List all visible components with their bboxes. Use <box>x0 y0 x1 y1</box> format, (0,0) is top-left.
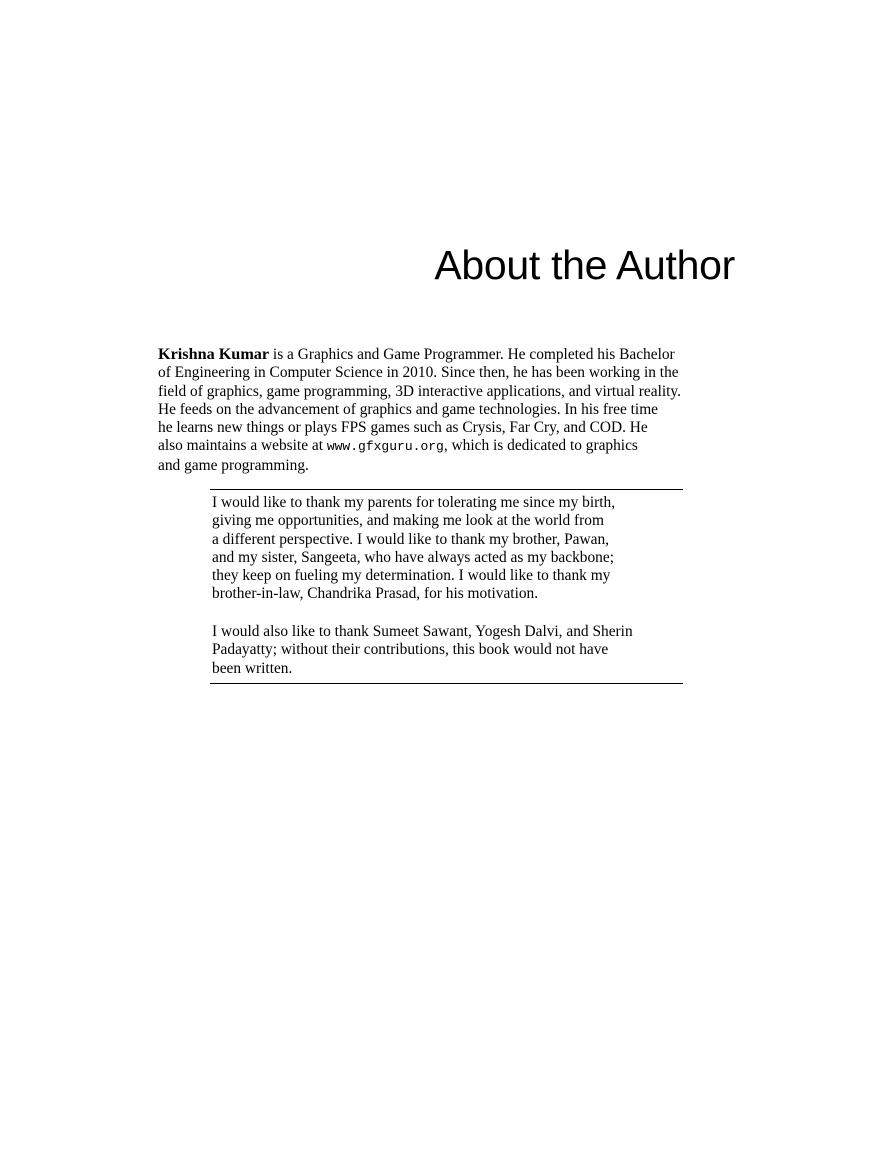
bio-line: He feeds on the advancement of graphics and game technologies. In his free time <box>158 400 659 418</box>
acknowledgements-box <box>210 489 683 684</box>
ack-line: a different perspective. I would like to thank my brother, Pawan, <box>212 530 609 548</box>
bio-text: , which is dedicated to graphics <box>443 437 638 455</box>
ack-line: and my sister, Sangeeta, who have always acted as my backbone; <box>212 548 614 566</box>
page-title: About the Author <box>434 242 735 288</box>
bio-text: is a Graphics and Game Programmer. He completed his Bachelor <box>269 346 675 363</box>
bio-line: field of graphics, game programming, 3D interactive applications, and virtual reality. <box>158 382 681 400</box>
acknowledgement-paragraph-1 <box>212 494 615 604</box>
bio-line <box>158 345 738 364</box>
bio-line: and game programming. <box>158 456 309 474</box>
ack-line: they keep on fueling my determination. I would like to thank my <box>212 567 611 585</box>
ack-line: I would like to thank my parents for tolerating me since my birth, <box>212 494 616 511</box>
ack-line: Padayatty; without their contributions, this book would not have <box>212 641 609 659</box>
author-bio <box>158 345 738 475</box>
acknowledgement-paragraph-2 <box>212 623 633 678</box>
ack-line: giving me opportunities, and making me look at the world from <box>212 512 604 530</box>
bio-line: he learns new things or plays FPS games such as Crysis, Far Cry, and COD. He <box>158 419 648 437</box>
bio-line: of Engineering in Computer Science in 2010. Since then, he has been working in the <box>158 364 679 382</box>
author-name: Krishna Kumar <box>158 345 270 363</box>
bio-line <box>158 437 738 456</box>
ack-line: brother-in-law, Chandrika Prasad, for his motivation. <box>212 585 539 603</box>
bio-text: also maintains a website at <box>158 437 327 455</box>
ack-line: been written. <box>212 659 293 677</box>
website-url: www.gfxguru.org <box>326 439 444 455</box>
ack-line: I would also like to thank Sumeet Sawant, Yogesh Dalvi, and Sherin <box>212 623 633 640</box>
